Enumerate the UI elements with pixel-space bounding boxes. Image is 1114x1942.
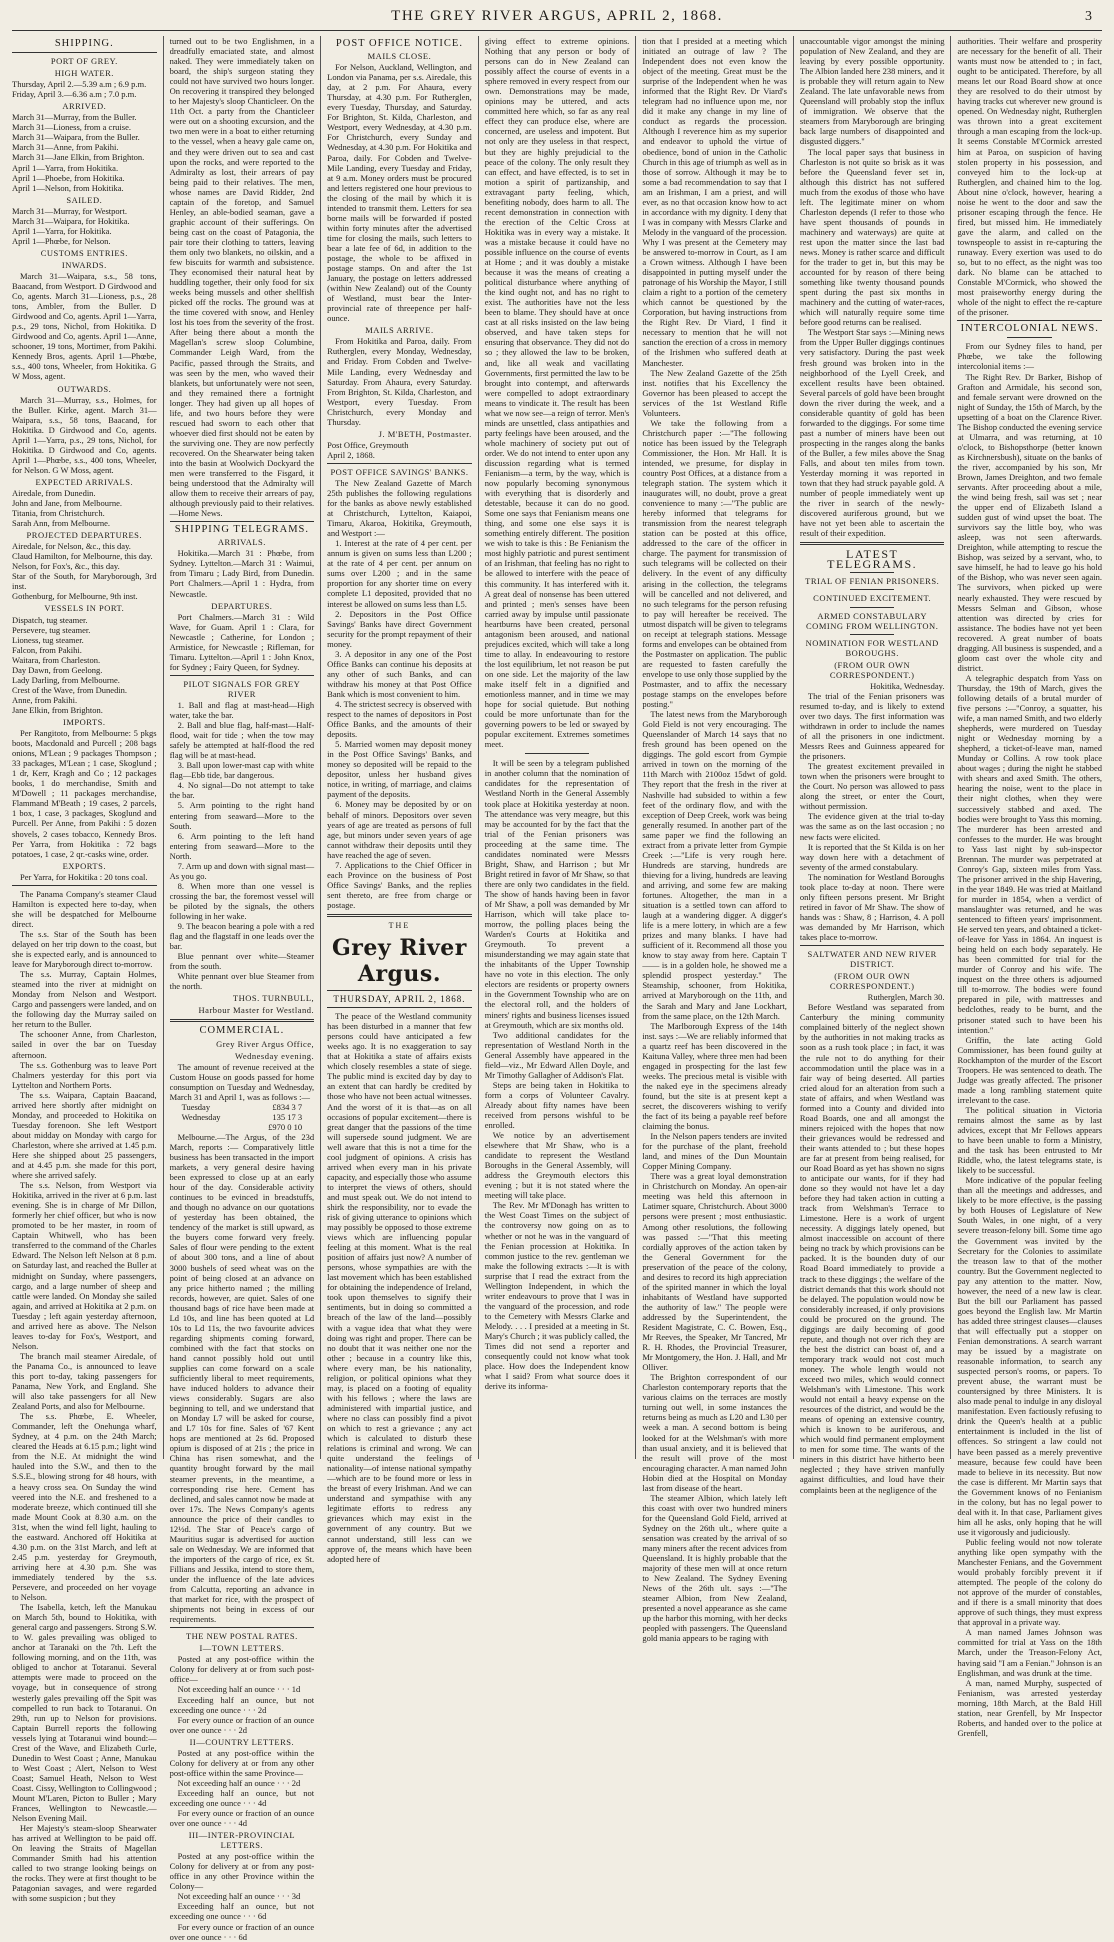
column-5 — [635, 36, 793, 1644]
shipping-news: The s.s. Waipara, Captain Baacand, arrived here shortly after midnight on Monday, and proceeded to Hokitika on Tuesday forenoon. She left Westport about midday on Monday with cargo for Charleston, where she arrived at 1.45 p.m. Here she shipped about 25 passengers, and at 4.45 p.m. she made for this port, where she arrived safely. — [12, 1089, 157, 1181]
saltwater-text: Before Westland was separated from Canterbury the mining community complained bitterly of the neglect shown by the authorities in not making tracks as soon as a rush took place ; in fact, it was the rule not to do anything for their accommodation until the place was in a fair way of being deserted. All parties cried aloud for an alteration from such a state of affairs, and when Westland was formed into a County and divided into Road Boards, one and all amongst the miners rejoiced with the hopes that now their grievances would be redressed and their wants attended to ; but these hopes are far at present from being realised, for our Road Board as yet has shown no signs to anticipate our wants, for if they had done so they would not have let a day before they had taken action in cutting a track from Welshman's Terrace to Limestone. Here is a work of urgent necessity. A diggings lately opened, but almost inaccessible on account of there being no track by which provisions can be packed. It is the bounden duty of our Road Board immediately to provide a track to these diggings ; the welfare of the district demands that this work should not be delayed. The population would now be considerably increased, if only provisions could be procured on the ground. The diggings are daily becoming of good repute, and though not over rich they are the best the district can boast of, and a temporary track would not cost much money. The whole length would not exceed two miles, which would connect Welshman's with Limestone. This work would not entail a heavy expense on the resources of the district, and would be the means of opening an extensive country, which is known to be auriferous, and which would find permanent employment to men for some time. The wants of the miners in this district have hitherto been neglected ; they have striven manfully against difficulties, and loud have their complaints been at the negligence of the — [799, 1002, 945, 1495]
postmaster-office: Post Office, Greymouth — [327, 439, 409, 450]
article-paragraph: In the Nelson papers tenders are invited for the purchase of the plant, freehold land, and mines of the Dun Mountain Copper Mining Company. — [642, 1131, 787, 1172]
pilot-rule: 9. The beacon bearing a pole with a red flag and the flagstaff in one leads over the bar. — [169, 921, 315, 952]
continued-article: turned out to be two Englishmen, in a dreadfully emaciated state, and almost naked. They were immediately taken on board, the ship's surgeon stating they could not have survived two hours longer. On recovering it transpired they belonged to her Majesty's sloop Chanticleer. On the 11th Oct. a party from the Chanticleer were out on a shooting excursion, and the two men were in a boat to either returning to the vessel, when a heavy gale came on, and they were driven out to sea and cast upon the rocks, and were reported to the Admiralty as lost, their arrears of pay being paid to their relatives. The men, whose names are David Ridder, 2nd captain of the foretop, and Samuel Henley, an able-bodied seaman, gave a graphic account of their sufferings. On being cast on the coast of Patagonia, the pair tore their clothing to tatters, leaving them only two blankets, no oilskin, and a few biscuits for warmth and subsistence. They economised their natural heat by huddling together, their only food for six weeks being mussels and other shellfish picked off the rocks. The ground was at the time covered with snow, and Henley lost his toes from the severity of the frost. After being there about a month the Magellan's screw sloop Columbine, Commander Leigh Ward, from the Pacific, passed through the Straits, and was seen by the men, who waved their blankets, but unfortunately were not seen, and they remained there a fortnight longer. They had given up all hopes of life, and two hours before they were rescued had sworn to each other that whoever died first should not be eaten by the surviving one. They are now perfectly recovered. On the Shearwater being taken into the basin at Woolwich Dockyard the men were transferred to the Fisgard, it being understood that the Admiralty will allow them to receive their arrears of pay, although previously paid to their relatives.—Home News. — [169, 36, 315, 519]
postal-rate: For every ounce or fraction of an ounce over one ounce · · · 4d — [169, 1808, 315, 1829]
savings-banks-heading: POST OFFICE SAVINGS' BANKS. — [330, 466, 469, 477]
exports-text: Per Yarra, for Hokitika : 20 tons coal. — [20, 871, 148, 882]
intercolonial-paragraph: Public feeling would not now tolerate anything like open sympathy with the Manchester Fenians, and the Government would probably forcibly prevent it if attempted. The people of the colony do not approve of the murder of constables, and if there is a small minority that does approve of such things, they must express that approval in a private way. — [957, 1536, 1103, 1628]
shipping-telegrams-heading: SHIPPING TELEGRAMS. — [174, 524, 310, 536]
sailed-item: March 31—Waipara, for Hokitika. — [12, 215, 130, 226]
postal-rates-heading: THE NEW POSTAL RATES. — [185, 1631, 298, 1642]
savings-intro: The New Zealand Gazette of March 25th publishes the following regulations for the banks as above newly established at Christchurch, Lyttelton, Kaiapoi, Timaru, Akaroa, Hokitika, Greymouth, and Westport :— — [327, 477, 472, 539]
shipping-news: Her Majesty's steam-sloop Shearwater has arrived at Wellington to be paid off. On leaving the Straits of Magellan Commander Smith had his attention called to two strange looking beings on the rocks. They were at first thought to be Patagonian savages, and were regarded with some suspicion ; but they — [12, 1823, 157, 1904]
projected-item: Gothenburg, for Melbourne, 9th inst. — [12, 591, 138, 602]
projected-item: Star of the South, for Maryborough, 3rd inst. — [12, 571, 157, 592]
expected-item: Sarah Ann, from Melbourne. — [12, 518, 110, 529]
melbourne-report: Melbourne.—The Argus, of the 23d March, reports :— Comparatively little business has been transacted in the import markets, a very general desire having been expressed to close up at an early hour of the day. Considerable activity continues to be evinced in breadstuffs, and though no advance on our quotations of yesterday has been obtained, the tendency of the market is still upward, as the buyers come forward very freely. Sales of flour were pending to the extent of about 300 tons, and a line of about 3000 bushels of seed wheat was on the point of being closed at an advance on any price hitherto named ; the milling records, however, are quiet. Sales of one thousand bags of rice have been made at Ld 10s, and line has been quoted at Ld 10s to Ld 11s, the two favourite advices regarding shipments coming forward, combined with the fact that stocks on hand cannot possibly hold out until supplies can come forward on a scale sufficiently liberal to meet requirements, have induced holders to advance their views considerably. Sugars are also beginning to tell, and we understand that on Monday L7 will be asked for course, and L7 10s for fine. Sales of '67 Kent hops are mentioned at 2s 6d. Proposed opium is disposed of at 21s ; the price in China has risen somewhat, and the quantity brought forward by the mail steamer prevents, in the meantime, a corresponding rise here. Cement has declined, and sales cannot now be made at over 17s. The News Company's agents announce the price of their candles to 12½d. The Star of Peace's cargo of Mauritius sugar is advertised for auction sale on Wednesday. We are informed that the importers of the cargo of rice, ex St. Fillians and Jessika, intend to store them, under the influence of the late advices from Calcutta, reporting an advance in that market for rice, with the prospect of shipments not being in excess of our requirements. — [169, 1131, 315, 1625]
postal-rate: For every ounce or fraction of an ounce over one ounce · · · 6d — [169, 1921, 315, 1942]
revenue-amount: 135 17 3 — [272, 1111, 303, 1122]
column-4 — [478, 36, 636, 1459]
town-letters-heading: I—TOWN LETTERS. — [199, 1643, 285, 1654]
expected-item: Airedale, from Dunedin. — [12, 487, 96, 498]
revenue-day: Tuesday — [181, 1101, 211, 1112]
pilot-rule: 8. When more than one vessel is crossing the bar, the foremost vessel will be piloted by the signals, the others following in her wake. — [169, 880, 315, 921]
article-paragraph: The Marlborough Express of the 14th inst. says :—We are reliably informed that a quartz reef has been discovered in the Kaituna Valley, where three men had been engaged in prospecting for the last few weeks. The precious metal is visible with the naked eye in the specimens already found, but the site is at present kept a secret, the discoverers wishing to verify the fact of its being a payable reef before claiming the bonus. — [642, 1020, 787, 1132]
high-water-heading: HIGH WATER. — [54, 68, 114, 79]
imports-heading: IMPORTS. — [63, 717, 106, 727]
divider — [170, 675, 315, 676]
article-paragraph: authorities. Their welfare and prosperity are necessary for the benefit of all. Their wants must now be attended to ; in fact, ought to be anticipated. Therefore, by all means let our Road Board show at once they are resolved to do their utmost by having tracks cut wherever new ground is opened. On Wednesday night, Rutherglen was thrown into a great excitement through a man escaping from the lock-up. It seems Constable M'Cormick arrested him at Paroa, on suspicion of having stolen property in his possession, and conveyed him to the lock-up at Rutherglen, and chained him to the log. About nine o'clock, however, hearing a noise he went to the door and saw the prisoner escaping through the fence. He fired, but missed him. He immediately gave the alarm, and called on the townspeople to assist in re-capturing the runaway. Every exertion was used to do so, but to no effect, as the night was too dark. No blame can be attached to Constable M'Cormick, who showed the most praiseworthy energy during the whole of the night to effect the re-capture of the prisoner. — [957, 36, 1103, 318]
pilot-signals-heading: PILOT SIGNALS FOR GREY RIVER — [183, 678, 301, 699]
shipping-heading: SHIPPING. — [54, 38, 114, 49]
divider — [327, 990, 472, 991]
commercial-intro: The amount of revenue received at the Custom House on goods passed for home consumption on Tuesday and Wednesday, March 31 and April 1, was as follows :— — [169, 1061, 315, 1102]
projected-item: Airedale, for Nelson, &c., this day. — [12, 541, 131, 552]
pilot-rule: Blue pennant over white—Steamer from the south. — [169, 951, 315, 972]
sailed-item: March 31—Murray, for Westport. — [12, 205, 127, 216]
shipping-news: The s.s. Murray, Captain Holmes, steamed into the river at midnight on Monday from Nelson and Westport. Cargo and passengers were landed, and on the following day the Murray sailed on her return to the Buller. — [12, 969, 157, 1030]
intercolonial-paragraph: Griffin, the late acting Gold Commissioner, has been found guilty at Rockhampton of the murder of the Escort Troopers. He was sentenced to death. The Judge was greatly affected. The prisoner made a long rambling statement quite irrelevant to the case. — [957, 1034, 1103, 1105]
mails-close-heading: MAILS CLOSE. — [367, 51, 432, 62]
pilot-rule: 6. Arm pointing to the left hand entering from seaward—More to the North. — [169, 830, 315, 861]
postal-rate: Exceeding half an ounce, but not exceeding one ounce · · · 6d — [169, 1901, 315, 1922]
outwards-heading: OUTWARDS. — [57, 383, 112, 394]
savings-rule: 2. Depositors in the Post Office Savings' Banks have direct Government security for the prompt repayment of their money. — [327, 608, 472, 649]
vessel-item: Anne, from Pakihi. — [12, 694, 78, 705]
shipping-news: The s.s. Star of the South has been delayed on her trip down to the coast, but she is expected early, and is announced to leave for Maryborough direct to-morrow. — [12, 928, 157, 970]
telegram-paragraph: The evidence given at the trial to-day was the same as on the last occasion ; no new facts were elicited. — [799, 811, 945, 842]
divider — [327, 1007, 472, 1008]
shipping-news: The Isabella, ketch, left the Manukau on March 5th, bound to Hokitika, with general cargo and passengers. Strong S.W. to W. gales prevailing was obliged to anchor at Taranaki on the 7th. Left the following morning, and on the 11th, was obliged to anchor at Totaranui. Several attempts were made to proceed on the voyage, but in consequence of strong westerly gales prevailing off the Spit was compelled to run back to Totaranui. On 29th, run up to Nelson for provisions. Captain Burrell reports the following vessels lying at Totaranui wind bound:—Crest of the Wave, and Elizabeth Curle, Dunedin to West Coast ; Anne, Manukau to West Coast ; Alert, Nelson to West Coast; Samuel Heath, Nelson to West Coast. Cissy, Wellington to Collingwood ; Mount M'Laren, Picton to Buller ; Mary Frances, Wellington to Newcastle.—Nelson Evening Mail. — [12, 1602, 157, 1824]
divider — [800, 945, 945, 946]
inwards-heading: INWARDS. — [61, 259, 107, 270]
intercolonial-paragraph: A telegraphic despatch from Yass on Thursday, the 19th of March, gives the following details of a brutal murder of five persons :—"Conroy, a squatter, his wife, a man named Smith, and two elderly shepherds, were murdered on Tuesday night or Wednesday morning by a shepherd, a ticket-of-leave man, named Munday or Collins. A row took place about wages ; during the night he stabbed with shears and axed Smith. The others, hearing the noise, went to the place in their night clothes, when they were successively stabbed and axed. The bodies were brought to Yass this morning. The murderer has been arrested and confesses to the murder. He was brought to Yass last night by sub-inspector Brennan. The murder was perpetrated at Conroy's Gap, sixteen miles from Yass. The prisoner arrived in the ship Havering, in the year 1849. He was tried at Maitland for murder in 1854, when a verdict of manslaughter was returned, and he was sentenced to fifteen years' imprisonment. He served ten years, and obtained a ticket-of-leave for Yass in 1864. An inquest is being held on each body separately. He has been committed for trial for the murder of Conroy and his wife. The inquest on the three others is adjourned till to-morrow. The bodies were found prepared in pile, with mattresses and bedclothes, ready to be burnt, and the prisoner stated such to have been his intention." — [957, 672, 1103, 1035]
article-paragraph: The Brighton correspondent of our Charleston contemporary reports that the various claims on the terraces are mostly turning out well, in some instances the returns being as much as L20 and L30 per week a man. A second bottom is being looked for at the Welshman's with more than usual anxiety, and it is believed that the result will prove of the most encouraging character. A man named John Hobin died at the Hospital on Monday last from disease of the heart. — [642, 1372, 787, 1493]
article-paragraph: The Westport Star says :—Mining news from the Upper Buller diggings continues very satisfactory. During the past week fresh ground was broken into in the neighborhood of the Lyell Creek, and excellent results have been obtained. Several parcels of gold have been brought down the river during the week, and a considerable quantity of gold has been forwarded to the diggings. For some time past a number of miners have been out prospecting in the ranges along the banks of the Buller, a few miles above the Snag Falls, and about ten miles from town. Yesterday morning it was reported in town that they had struck payable gold. A number of people immediately went up the river in search of the newly-discovered auriferous ground, but we have not yet been able to ascertain the result of their expedition. — [799, 327, 945, 539]
divider — [850, 589, 895, 590]
postal-rate: Posted at any post-office within the Colony for delivery at or from any other post-office within the same Province— — [169, 1747, 315, 1778]
departures-heading: DEPARTURES. — [211, 600, 273, 611]
column-6 — [793, 36, 951, 1495]
divider — [850, 572, 895, 573]
article-paragraph: giving effect to extreme opinions. Nothing that any person or body of persons can do in New Zealand can possibly affect the course of events in a sphere removed in every respect from our own. Demonstrations may be made, opinions may be uttered, and acts committed here which, so far as any real effect they can produce else, where are concerned, are useless and impotent. But not only are they useless in that respect, but they are highly prejudicial to the peace of the colony. The only result they can effect, and have effected, is to set in motion a spirit of partizanship, and extravagant party feeling, which, benefiting nobody, does harm to all. The recent demonstration in connection with the erection of the Celtic Cross at Hokitika was in every way a mistake. It was a mistake because it could have no possible influence on the course of events at Home ; and it was doubly a mistake because it was the means of creating a political disturbance where anything of the kind ought not, and has no right to exist. The authorities have not the less been to blame. They should have at once cast at all risks insisted on the law being observed, and have taken steps for ensuring that observance. They did not do so ; they allowed the law to be broken, and, like all weak and vacillating Governments, first permitted the law to be brought into contempt, and afterwards were compelled to adopt extraordinary means to vindicate it. The result has been what we now see—a reign of terror. Men's minds are unsettled, class antipathies and party feelings have been aroused, and the whole machinery of society put out of order. We do not intend to enter upon any discussion regarding what is termed Fenianism—a term, by the way, which is now popularly becoming synonymous with everything that is disorderly and detestable, because it can do no good. Some one says that Fenianism means one thing, and some one else says it is something entirely different. The position we wish to take is this : Be Fenianism the most highly patriotic and purest sentiment of an Irishman, that feeling has no right to be allowed to interfere with the peace of this community. It has interfered with it. A great deal of nonsense has been uttered and printed ; men's senses have been carried away by impulse until passionate heartburns have been created, personal antagonism been aroused, and national prejudices excited, which will take a long time to allay. In endeavouring to restore the lost equilibrium, let not reason be put on one side. Let the majority of the law make itself felt in a dignified and emotionless manner, and in time we may hope for social quietude. But nothing could be more unfortunate than for the governing powers to be led or swayed by popular excitement. Extremes sometimes meet. — [484, 36, 630, 750]
divider — [850, 607, 895, 608]
commercial-office: Grey River Argus Office, — [216, 1038, 315, 1049]
postal-rate-heading: III—INTER-PROVINCIAL LETTERS. — [188, 1830, 296, 1851]
divider — [800, 542, 945, 545]
vessel-item: Jane Elkin, from Brighton. — [12, 704, 103, 715]
divider — [1007, 337, 1052, 338]
signoff-name: THOS. TURNBULL, — [232, 993, 315, 1004]
sailed-item: April 1—Yarra, for Hokitika. — [12, 225, 112, 236]
telegram-subheading: ARMED CONSTABULARY COMING FROM WELLINGTON. — [806, 610, 939, 631]
dateline: THURSDAY, APRIL 2, 1868. — [333, 994, 466, 1005]
projected-item: Nelson, for Fox's, &c., this day. — [12, 561, 120, 572]
shipping-news: The Panama Company's steamer Claud Hamilton is expected here to-day, when she will be despatched for Melbourne direct. — [12, 888, 157, 929]
column-3 — [320, 36, 478, 1564]
pilot-rule: White pennant over blue Steamer from the north. — [169, 971, 315, 992]
vessels-heading: VESSELS IN PORT. — [44, 603, 125, 614]
postal-rate: Exceeding half an ounce, but not exceeding one ounce · · · 4d — [169, 1787, 315, 1808]
revenue-row — [170, 1102, 315, 1112]
article-paragraph: The steamer Albion, which lately left this coast with over two hundred miners for the Queensland Gold Field, arrived at Sydney on the 26th ult., where quite a sensation was created by the arrival of so many miners after the recent advices from Queensland. It is highly probable that the majority of these men will at once return to New Zealand. The Sydney Evening News of the 26th ult. says :—"The steamer Albion, from New Zealand, presented a novel appearance as she came up the harbor this morning, with her decks peopled with passengers. The Queensland gold mania appears to be raging with — [642, 1492, 787, 1644]
column-2 — [163, 36, 321, 1942]
postal-rate: Posted at any post-office within the Colony for delivery at or from any post-office in any other Province within the Colony— — [169, 1851, 315, 1892]
shipping-news: The branch mail steamer Airedale, of the Panama Co., is announced to leave this port to-day, taking passengers for Panama, New York, and England. She will also take passengers for all New Zealand Ports, and also for Melbourne. — [12, 1350, 157, 1412]
divider — [170, 1019, 315, 1022]
shipping-news: The s.s. Phœbe, E. Wheeler, Commander, left the Onehunga wharf, Sydney, at 4 p.m. on the 24th March; cleared the Heads at 6.15 p.m.; light wind from the N.E. At midnight the wind hauled into the S.W., and then to the S.S.E., blowing strong for 48 hours, with a heavy cross sea. On Sunday the wind veered into the N.E. and freshened to a moderate breeze, which continued till she made Mount Cook at 8.30 a.m. on the 31st, when the wind fell light, hauling to the eastward. Anchored off Hokitika at 4.30 p.m. on the 31st March, and left at 2.45 p.m. yesterday for Greymouth, arriving here at 4.30 p.m. She was immediately tendered by the s.s. Persevere, and proceeded on her voyage to Nelson. — [12, 1411, 157, 1603]
post-office-notice-heading: POST OFFICE NOTICE. — [335, 38, 463, 49]
pilot-rule: 3. Ball upon lower-mast cap with white flag—Ebb tide, bar dangerous. — [169, 760, 315, 781]
pilot-rule: 1. Ball and flag at mast-head—High water, take the bar. — [169, 700, 315, 721]
article-paragraph: tion that I presided at a meeting which initiated an outrage of law ? The Independent does not even know the object of the meeting. Great must be the surprise of the Independent when he was informed that the Right Rev. Dr Viard's telegram had no influence upon me, nor did it make any change in my line of conduct as regards the procession. Although I reverence him as my superior and endeavor to uphold the virtue of obedience, bond of union in the Catholic Church in this age of triumph as well as in those of sorrow. Although it may be to some a bad recommendation to say that I am an Irishman, I am a priest, and will ever, as no that occasion know how to act in accordance with my dignity. I deny that I was in company with Messrs Clarke and Melody in the vanguard of the procession. Why I was present at the Cemetery may be answered to-morrow in Court, as I am a Crown witness. Although I have been disappointed in putting myself under the patronage of his Worship the Mayor, I still claim a right to a portion of the cemetery which cannot be questioned by the Corporation, but having instructions from the Right Rev. Dr Viard, I find it necessary to mention that he will not sanction the erection of a cross in memory of the Irishmen who suffered death at Manchester. — [642, 36, 787, 368]
page-mark: 3 — [1085, 9, 1092, 24]
revenue-total: £970 0 10 — [268, 1121, 303, 1132]
expected-item: John and Jane, from Melbourne. — [12, 498, 123, 509]
article-paragraph: We take the following from a Christchurch paper :—"The following notice has been issued by the Telegraph Commissioner, the Hon. Mr Hall. It is intended, we presume, for display in country Post Offices, at a distance from a telegraph station. The system which it inaugurates will, no doubt, prove a great convenience to many :—"The public are hereby informed that telegrams for transmission from the nearest telegraph station can be posted at this office, addressed to the care of the officer in charge. The payment for transmission of such telegrams will be collected on their delivery. In the event of any difficulty arising in the collection, the telegrams will be cancelled and not delivered, and no such telegrams for the person refusing to pay will hereafter be received. The utmost dispatch will be given to telegrams on receipt at telegraph stations. Message forms and envelopes can be obtained from the Postmaster on application. The public are requested to fasten carefully the envelope to use only those supplied by the Postmaster, and to affix the necessary postage stamps on the envelopes before posting." — [642, 417, 787, 710]
intercolonial-heading: INTERCOLONIAL NEWS. — [960, 323, 1099, 335]
arrivals-heading: ARRIVALS. — [217, 537, 266, 548]
inwards-text: March 31—Waipara, s.s., 58 tons, Baacand, from Westport. D Girdwood and Co, agents. March 31—Lioness, p.s., 28 tons, Ambler, from the Buller. D Girdwood and Co, agents. April 1—Yarra, p.s., 29 tons, Nichol, from Hokitika. D Girdwood and Co, agents. April 1—Anne, schooner, 19 tons, Mortimer, from Pakihi. Kennedy Bros, agents. April 1—Phœbe, s.s., 400 tons, Wheeler, from Hokitika. G W Moss, agent. — [12, 270, 157, 382]
pilot-rule: 2. Ball and blue flag, half-mast—Half-flood, wait for tide ; when the tow may safely be attempted at half-flood the red flag will be at mast-head. — [169, 720, 315, 761]
postal-rate-heading: II—COUNTRY LETTERS. — [189, 1736, 295, 1747]
mails-arrive-heading: MAILS ARRIVE. — [365, 325, 434, 336]
divider — [957, 320, 1102, 321]
projected-heading: PROJECTED DEPARTURES. — [26, 530, 143, 541]
divider — [327, 463, 472, 464]
article-paragraph: We notice by an advertisement elsewhere that Mr Shaw, who is a candidate to represent the Westland Boroughs in the General Assembly, will address the Greymouth electors this evening ; but it is not stated where the meeting will take place. — [484, 1130, 630, 1201]
article-paragraph: The latest news from the Maryborough Gold Field is not very encouraging. The Queenslander of March 14 says that no fresh ground has been opened on the diggings. The gold escort from Gympie arrived in town on the morning of the 11th March with 2100oz 15dwt of gold. They report that the fresh in the river at Nashville had subsided to within a few feet of the ordinary flow, and with the exception of Deep Creek, work was being generally resumed. In another part of the same paper we find the following an extract from a private letter from Gympie Creek :—"Life is very rough here. Hundreds are starving, hundreds are thieving for a living, hundreds are leaving and arriving, and some few are making fortunes. Altogether, the man in a situation is a settled town can afford to laugh at a wandering digger. A digger's life is a mere lottery, in which are a few prizes and many blanks. I have had sufficient of it. Recommend all those you know to stay away from here. Captain T—— is in a golden hole, he showed me a splendid prospect yesterday." The Steamship, schooner, from Hokitika, arrived at Maryborough on the 11th, and the Sarah and Mary and Jane Lockhart, from the same place, on the 12th March. — [642, 709, 787, 1021]
pilot-rule: 5. Arm pointing to the right hand entering from seaward—More to the South. — [169, 800, 315, 831]
vessel-item: Dispatch, tug steamer. — [12, 614, 88, 625]
vessel-item: Persevere, tug steamer. — [12, 624, 91, 635]
divider — [170, 521, 315, 522]
arrived-item: March 31—Waipara, from the Buller. — [12, 132, 140, 143]
article-paragraph: Steps are being taken in Hokitika to form a corps of Volunteer Cavalry. Already about fifty names have been received from persons wishful to be enrolled. — [484, 1079, 630, 1131]
article-paragraph: The Rev. Mr M'Donagh has written to the West Coast Times on the subject of the controversy now going on as to whether or not he was in the vanguard of the Fenian procession at Hokitika. In common justice to the rev. gentleman we make the following extracts :—It is with surprise that I read the extract from the Wellington Independent, in which the writer endeavours to prove that I was in the vanguard of the procession, and rode to the Cemetery with Messrs Clarke and Melody. . . . I presided at a meeting in St. Mary's Church ; it was publicly called, the Times did not send a reporter and consequently could not know what took place. How does the Independent know what I said? From what source does it derive its informa- — [484, 1200, 630, 1392]
vessel-item: Waitara, from Charleston. — [12, 654, 101, 665]
pilot-rule: 7. Arm up and down with signal mast—As you go. — [169, 860, 315, 881]
intercolonial-paragraph: A man, named Murphy, suspected of Fenianism, was arrested yesterday morning, 18th March, at the Bald Hill station, near Grenfell, by Mr Inspector Roberts, and handed over to the police at Grenfell, — [957, 1677, 1103, 1738]
savings-rule: 3. A depositor in any one of the Post Office Banks can continue his deposits at any other of such Banks, and can withdraw his money at that Post Office Bank which is most convenient to him. — [327, 648, 472, 699]
departures-text: Port Chalmers.—March 31 : Wild Wave, for Guam. April 1 : Clara, for Newcastle ; Catherine, for London ; Armistice, for Newcastle ; Rifleman, for Timaru. Lyttelton.—April 1 : John Knox, for Sydney ; Fairy Queen, for Sydney. — [169, 611, 315, 672]
divider — [327, 914, 472, 917]
commercial-heading: COMMERCIAL. — [199, 1025, 285, 1037]
article-paragraph: Two additional candidates for the representation of Westland North in the General Assembly have appeared in the field—viz., Mr Edward Allen Doyle, and Mr Timothy Gallagher of Addison's Flat. — [484, 1029, 630, 1080]
signoff-title: Harbour Master for Westland. — [198, 1005, 315, 1016]
column-1 — [12, 36, 163, 1904]
postal-rate: Exceeding half an ounce, but not exceeding one ounce · · · 2d — [169, 1694, 315, 1715]
outwards-text: March 31—Murray, s.s., Holmes, for the Buller. Kirke, agent. March 31—Waipara, s.s., 58 tons, Baacand, for Hokitika. D Girdwood and Co, agents. April 1—Yarra, p.s., 29 tons, Nichol, for Hokitika. D Girdwood and Co, agents. April 1—Phœbe, s.s., 400 tons, Wheeler, for Nelson. G W Moss, agent. — [12, 394, 157, 475]
mails-close-text: For Nelson, Auckland, Wellington, and London via Panama, per s.s. Airedale, this day, at 2 p.m. For Ahaura, every Thursday, at 4.30 p.m. For Rutherglen, every Tuesday, Thursday, and Saturday. For Brighton, St. Kilda, Charleston, and Westport, every Wednesday, at 4.30 p.m. For Christchurch, every Sunday and Wednesday, at 4.30 p.m. For Hokitika and Paroa, daily. For Cobden and Twelve-Mile Landing, every Tuesday and Friday, at 9 a.m. Money orders must be procured and letters registered one hour previous to the closing of the mail by which it is intended to transmit them. Letters for sea borne mails will be forwarded if posted within forty minutes after the advertised time for closing the mails, such letters to bear a late fee of 6d, in addition to the postage, the whole to be affixed in postage stamps. On and after the 1st January, the postage on letters addressed (within New Zealand) out of the County of Westland, must bear the Inter-provincial rate of threepence per half-ounce. — [327, 62, 472, 324]
savings-rule: 7. Applications to the Chief Officer in each Province on the business of Post Office Savings' Banks, and the replies sent thereto, are free from charge or postage. — [327, 859, 472, 910]
arrived-item: April 1—Yarra, from Hokitika. — [12, 162, 119, 173]
article-paragraph: The New Zealand Gazette of the 25th inst. notifies that his Excellency the Governor has been pleased to accept the services of the 1st Westland Rifle Volunteers. — [642, 367, 787, 418]
postal-rate: Not exceeding half an ounce · · · 1d — [177, 1684, 301, 1695]
article-paragraph: The local paper says that business in Charleston is not quite so brisk as it was before the Queensland fever set in, although this district has not suffered much from the exodus of those who have left. The legitimate miner on whom Charleston depends (I refer to those who have spent thousands of pounds in machinery and waterways) are quite at rest upon the matter since the last bad news. Money is rather scarce and difficult for the trader to get in, but this may be accounted for by reason of there being something like twenty thousand pounds spent during the past six months in machinery and the cutting of water-races, which will naturally require some time before good returns can be realised. — [799, 146, 945, 328]
intercolonial-paragraph: A man named James Johnson was committed for trial at Yass on the 18th March, under the Treason-Felony Act, having said "I am a Fenian." Johnson is an Englishman, and was drunk at the time. — [957, 1627, 1103, 1678]
column-7 — [950, 36, 1103, 1738]
divider — [12, 52, 157, 53]
article-paragraph: It will be seen by a telegram published in another column that the nomination of candidates for the representation of Westland North in the General Assembly took place at Hokitika yesterday at noon. The attendance was very meagre, but this may be accounted for by the fact that the trial of the Fenian prisoners was proceeding at the same time. The candidates nominated were Messrs Bright, Shaw, and Harrison ; but Mr Bright retired in favor of Mr Shaw, so that there are only two candidates in the field. The show of hands having been in favor of Mr Shaw, a poll was demanded by Mr Harrison, which will take place to-morrow, the polling places being the Warden's Courts at Hokitika and Greymouth. To prevent a misunderstanding we may again state that the inhabitants of the Upper Township have no vote in this election. The only electors are residents or property owners in the Government Township who are on the electoral roll, and the holders of miners' rights and business licenses issued at Greymouth, which are six months old. — [484, 758, 630, 1030]
postmaster-date: April 2, 1868. — [327, 449, 375, 460]
saltwater-heading: SALTWATER AND NEW RIVER DISTRICT. — [807, 949, 937, 970]
intercolonial-paragraph: From our Sydney files to hand, per Phœbe, we take the following intercolonial items :— — [957, 341, 1103, 372]
divider — [525, 753, 590, 754]
vessel-item: Crest of the Wave, from Dunedin. — [12, 684, 128, 695]
divider — [170, 1627, 315, 1628]
postal-rate: For every ounce or fraction of an ounce over one ounce · · · 2d — [169, 1714, 315, 1735]
projected-item: Claud Hamilton, for Melbourne, this day. — [12, 551, 153, 562]
shipping-news: The s.s. Gothenburg was to leave Port Chalmers yesterday for this port via Lyttelton and Northern Ports. — [12, 1059, 157, 1090]
postal-rate: Not exceeding half an ounce · · · 3d — [177, 1891, 301, 1902]
masthead: Grey River Argus. — [332, 935, 467, 988]
revenue-day: Wednesday — [181, 1111, 221, 1122]
vessel-item: Day Dawn, from Geelong. — [12, 664, 103, 675]
pilot-rule: 4. No signal—Do not attempt to take the bar. — [169, 780, 315, 801]
vessel-item: Falcon, from Pakihi. — [12, 644, 82, 655]
postal-rate: Not exceeding half an ounce · · · 2d — [177, 1777, 301, 1788]
telegram-subheading: NOMINATION FOR WESTLAND BOROUGHS. — [805, 637, 939, 658]
high-water-line: Thursday, April 2.—5.39 a.m ; 6.9 p.m. — [12, 79, 147, 90]
latest-telegrams-heading: LATEST TELEGRAMS. — [827, 547, 918, 572]
article-paragraph: There was a great loyal demonstration in Christchurch on Monday. An open-air meeting was held this afternoon in Latimer square, Christchurch. About 3000 persons were present ; most enthusiastic. Among other resolutions, the following was passed :—"That this meeting cordially approves of the action taken by the General Government for the preservation of the peace of the colony, and desires to record its high appreciation of the spirited manner in which the loyal inhabitants of Westland have supported the authority of law." The people were addressed by the Superintendent, the Resident Magistrate, C. C. Bowen, Esq., Mr Reeves, the Speaker, Mr Tancred, Mr R. H. Rhodes, the Provincial Treasurer, Mr Montgomery, the Hon. J. Hall, and Mr Olliver. — [642, 1171, 787, 1373]
columns — [12, 36, 1103, 1942]
commercial-day: Wednesday evening. — [235, 1050, 315, 1061]
running-title: THE GREY RIVER ARGUS, APRIL 2, 1868. — [391, 8, 723, 24]
expected-item: Titania, from Christchurch. — [12, 508, 105, 519]
savings-rule: 4. The strictest secrecy is observed with respect to the names of depositors in Post Office Banks, and the amounts of their deposits. — [327, 699, 472, 740]
savings-rule: 1. Interest at the rate of 4 per cent. per annum is given on sums less than L200 ; at the rate of 4 per cent. per annum on sums over L200 ; and in the same proportion for any shorter time on every complete L1 deposited, provided that no interest be allowed on sums less than L5. — [327, 538, 472, 609]
intercolonial-paragraph: The Right Rev. Dr Barker, Bishop of Grafton and Armidale, his second son, and female servant were drowned on the night of Sunday, the 15th of March, by the upsetting of a boat on the Clarence River. The Bishop conducted the evening service at Ulmarra, and was returning, at 10 o'clock, to Bishopsthorpe (better known as Kirchnersbush), situate on the banks of the river, accompanied by his son, Mr Brown, James Dreighton, and two female servants. After proceeding about a mile, the wind being fresh, sail was set ; near the upper end of Elizabeth Island a sudden gust of wind upset the boat. The survivors say the little boy, who was asleep, was not seen afterwards. Dreighton, while attempting to rescue the Bishop, was seized by a servant, who, to save himself, he had to leave go his hold of the Bishop, who was never seen again. The survivors, when picked up were nearly exhausted. They were rescued by Messrs Selman and Gibson, whose attention was directed by cries for assistance. The bodies have not yet been recovered. A great number of boats dragging. All business is suspended, and a gloom cast over the whole city and district. — [957, 371, 1103, 673]
savings-rule: 5. Married women may deposit money in the Post Office Savings' Banks, and money so deposited will be repaid to the depositor, unless her husband gives notice, in writing, of marriage, and claims payment of the deposits. — [327, 739, 472, 800]
imports-text: Per Rangitoto, from Melbourne: 5 pkgs boots, Macdonald and Purcell ; 208 bags onions, M'Lean ; 9 packages Thompson ; 33 packages, M'Lean ; 1 case, Skoglund ; 1 dr, Kerr, Kragh and Co ; 12 packages books, 1 do merchandise, Smith and M'Dowell ; 11 packages merchandise, Flammand M'Beath ; 19 cases, 2 parcels, 1 box, 1 case, 3 packages, Skoglund and Purcell. Per Anne, from Pakihi : 5 dozen shovels, 2 cases tobacco, Kennedy Bros. Per Yarra, from Hokitika : 72 bags potatoes, 1 case, 2 qr.-casks wine, order. — [12, 728, 157, 859]
article-paragraph: unaccountable vigor amongst the mining population of New Zealand, and they are leaving by every possible opportunity. The Albion landed here 238 miners, and it is probable they will return again to New Zealand. The late unfavorable news from Queensland will probably stop the influx of immigration. We observe that the steamers from Maryborough are bringing back large numbers of disappointed and disgusted diggers." — [799, 36, 945, 147]
arrivals-text: Hokitika.—March 31 : Phœbe, from Sydney. Lyttelton.—March 31 : Waimui, from Timaru ; Lady Bird, from Dunedin. Port Chalmers.—April 1 : Hydra, from Newcastle. — [169, 548, 315, 599]
masthead-crest: THE — [388, 920, 411, 930]
revenue-amount: £834 3 7 — [272, 1101, 303, 1112]
saltwater-credit: (FROM OUR OWN CORRESPONDENT.) — [829, 971, 915, 992]
high-water-line: Friday, April 3.—6.36 a.m ; 7.0 p.m. — [12, 89, 137, 100]
correspondent-credit: (FROM OUR OWN CORRESPONDENT.) — [829, 659, 915, 680]
arrived-item: April 1—Phoebe, from Hokitika. — [12, 172, 125, 183]
exports-heading: EXPORTS. — [62, 860, 106, 871]
arrived-item: March 31—Jane Elkin, from Brighton. — [12, 152, 145, 163]
telegram-subheading: TRIAL OF FENIAN PRISONERS. — [805, 576, 940, 587]
header-rule — [12, 30, 1102, 31]
telegram-paragraph: The nomination for Westland Boroughs took place to-day at noon. There were only fifteen persons present. Mr Bright retired in favor of Mr Shaw. The show of hands was : Shaw, 8 ; Harrison, 4. A poll was demanded by Mr Harrison, which takes place to-morrow. — [799, 871, 945, 942]
sailed-heading: SAILED. — [66, 194, 103, 205]
shipping-news: The s.s. Nelson, from Westport via Hokitika, arrived in the river at 6 p.m. last evening. She is in charge of Mr Dillon, formerly her chief officer, but who is now promoted to be her master, in room of Captain Whitwell, who has been transferred to the command of the Charles Edward. The Nelson left Nelson at 8 p.m. on Saturday last, and reached the Buller at midnight on Sunday, where passengers, cargo, and a large number of sheep and cattle were landed. On Monday she sailed again, and arrived at Hokitika at 2 p.m. on Tuesday ; left again yesterday afternoon, and arrived here as above. The Nelson leaves to-day for Fox's, Westport, and Nelson. — [12, 1180, 157, 1351]
telegram-paragraph: The greatest excitement prevailed in town when the prisoners were brought to the Court. No person was allowed to pass along the street, or enter the Court, without permission. — [799, 761, 945, 812]
revenue-row — [170, 1112, 315, 1122]
savings-rule: 6. Money may be deposited by or on behalf of minors. Depositors over seven years of age are treated as persons of full age, but minors under seven years of age cannot withdraw their deposits until they have reached the age of seven. — [327, 799, 472, 860]
telegram-place: Hokitika, Wednesday. — [870, 680, 945, 691]
mails-arrive-text: From Hokitika and Paroa, daily. From Rutherglen, every Monday, Wednesday, and Friday. From Cobden and Twelve-Mile Landing, every Wednesday and Saturday. From Ahaura, every Saturday. From Brighton, St. Kilda, Charleston, and Westport, every Tuesday. From Christchurch, every Monday and Thursday. — [327, 336, 472, 427]
arrived-item: March 31—Lioness, from a cruise. — [12, 122, 131, 133]
arrived-item: March 31—Anne, from Pakihi. — [12, 142, 119, 153]
postmaster-name: J. M'BETH, Postmaster. — [378, 428, 472, 439]
saltwater-place: Rutherglen, March 30. — [867, 992, 945, 1003]
vessel-item: Lady Darling, from Melbourne. — [12, 674, 120, 685]
intercolonial-paragraph: The political situation in Victoria remains almost the same as by last advices, except that Mr Fellows appears to have been unable to form a Ministry, and the task has been entrusted to Mr Riddle, who, the latest telegrams state, is likely to be successful. — [957, 1104, 1103, 1176]
vessel-item: Lioness, tug steamer. — [12, 634, 84, 645]
expected-heading: EXPECTED ARRIVALS. — [35, 476, 134, 487]
divider — [12, 885, 157, 886]
arrived-item: March 31—Murray, from the Buller. — [12, 112, 137, 123]
telegram-paragraph: The trial of the Fenian prisoners was resumed to-day, and is likely to extend over two days. The first information was withdrawn in order to include the names of all the prisoners in one indictment. Messrs Rees and Guinness appeared for the prisoners. — [799, 690, 945, 762]
telegram-paragraph: It is reported that the St Kilda is on her way down here with a detachment of seventy of the armed constabulary. — [799, 841, 945, 872]
arrived-heading: ARRIVED. — [62, 101, 107, 112]
customs-heading: CUSTOMS ENTRIES. — [40, 247, 128, 258]
intercolonial-paragraph: More indicative of the popular feeling than all the meetings and addresses, and likely to be more effective, is the passing by both Houses of Legislature of New South Wales, in one night, of a very severe treason-felony bill. Some time ago the Government was invited by the Secretary for the Colonies to assimilate the treason law to that of the mother country. But the Government neglected to pay any attention to the matter. Now, however, the need of a new law is clear. But the bill our Parliament has passed goes beyond the English law. Mr Martin has added three stringest clauses—clauses that will effectually put a stopper on Fenian demonstrations. A search warrant may be issued by a magistrate on reasonable information, to search any suspected person's rooms, or papers. To prevent abuse, the warrant must be countersigned by three Ministers. It is also made penal to indulge in any disloyal manifestation. Even factiously refusing to drink the Queen's health at a public entertainment is included in the list of offences. So stringent a law could not have been passed as a merely preventive measure, because few could have been made to believe in its necessity. But now the case is different. Mr Martin says that the Government knows of no Fenianism in the colony, but has no legal power to deal with it. In that case, Parliament gives him all he asks, only hoping that he will use it vigorously and judiciously. — [957, 1175, 1103, 1537]
shipping-news: The schooner Anne, from Charleston, sailed in over the bar on Tuesday afternoon. — [12, 1029, 157, 1060]
port-heading: PORT OF GREY. — [50, 56, 118, 67]
divider — [850, 634, 895, 635]
leader-article: The peace of the Westland community has been disturbed in a manner that few persons could have anticipated a few weeks ago. It is no exaggeration to say that at Hokitika a state of affairs exists which closely resembles a state of siege. The public mind is excited day by day to an extent that can hardly be credited by those who have not been actual witnesses. And the worst of it is that—as on all occasions of popular excitement—there is great danger that the passions of the time will supersede sound judgment. We are well aware that this is not a time for the cool judgment of opinions. A crisis has arrived when every man in his private capacity, and especially those who assume to interpret the views of others, should and must speak out. We do not intend to shirk the responsibility, nor to evade the risk of giving utterance to opinions which may possibly be opposed to those extreme views which are influencing popular feeling at this moment. What is the real position of affairs just now? A number of persons, whose sympathies are with the last movement which has been established for obtaining the independence of Ireland, took upon themselves to signify their sentiments, but in doing so committed a breach of the law of the land—possibly with a vague idea that what they were doing was right and proper. There can be no doubt that it was neither one nor the other ; because in a country like this, where every man, be his nationality, religion, or political opinions what they may, is placed on a footing of equality with his fellows ; where the laws are administered with impartial justice, and where no class can possibly find a pivot on which to rest a grievance ; any act which is calculated to disturb these relations is criminal and wrong. We can quite understand the feelings of nationality—of intense national sympathy—which are to be found more or less in the breast of every Irishman. And we can understand and sympathise with any legitimate efforts to redress any grievances which may exist in the government of any country. But we cannot understand, still less can we approve of, the means which have been adopted here of — [327, 1011, 472, 1564]
postal-rate: Posted at any post-office within the Colony for delivery at or from such post-office— — [169, 1654, 315, 1685]
telegram-subheading: CONTINUED EXCITEMENT. — [813, 593, 932, 604]
arrived-item: April 1—Nelson, from Hokitika. — [12, 182, 124, 193]
sailed-item: April 1—Phœbe, for Nelson. — [12, 235, 111, 246]
